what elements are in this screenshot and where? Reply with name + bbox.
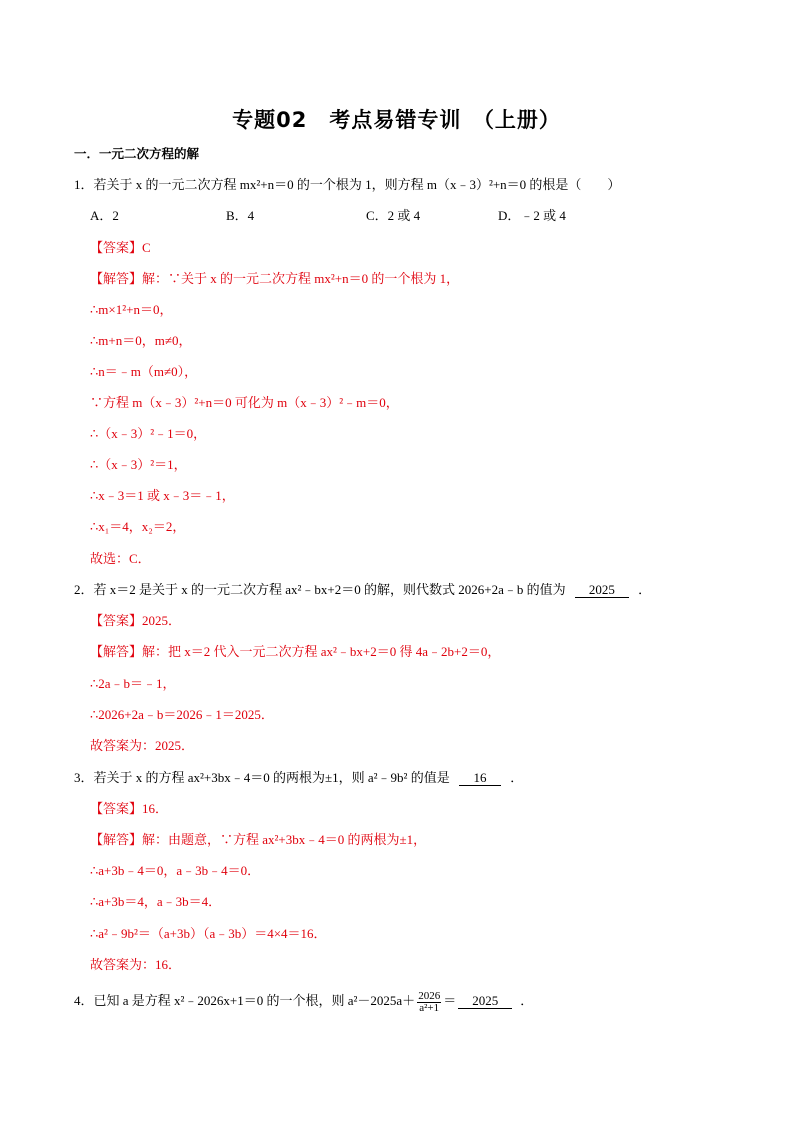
q2-answer-blank: 2025 <box>575 583 629 598</box>
q3-stem-row <box>74 770 523 786</box>
q3-solution-line: ∴a+3b＝4，a﹣3b＝4． <box>90 894 222 909</box>
q3-solution-line: 故答案为：16． <box>90 957 182 972</box>
q1-solution-line: ∴m+n＝0，m≠0， <box>90 333 192 348</box>
q2-stem: 2．若 x＝2 是关于 x 的一元二次方程 ax²﹣bx+2＝0 的解，则代数式 2026+2a﹣b 的值为 <box>74 582 566 597</box>
q4-stem: 4．已知 a 是方程 x²﹣2026x+1＝0 的一个根，则 a²－2025a＋ <box>74 993 416 1008</box>
q1-option-b: B．4 <box>226 208 255 223</box>
q2-answer: 【答案】2025． <box>90 613 182 628</box>
section-heading: 一．一元二次方程的解 <box>74 146 200 161</box>
q1-solution-line: ∴（x﹣3）²＝1， <box>90 457 187 472</box>
q3-end: ． <box>510 770 524 785</box>
q1-solution-line: 故选：C． <box>90 551 151 566</box>
q2-solution-line: ∴2a﹣b＝﹣1， <box>90 676 176 691</box>
q3-solution-line: ∴a²﹣9b²＝（a+3b）（a﹣3b）＝4×4＝16． <box>90 926 327 941</box>
q2-solution-line: 故答案为：2025． <box>90 738 195 753</box>
q3-stem: 3．若关于 x 的方程 ax²+3bx﹣4＝0 的两根为±1，则 a²﹣9b² 的值是 <box>74 770 450 785</box>
q1-solution-line: ∴n＝﹣m（m≠0）， <box>90 364 198 379</box>
q1-answer: 【答案】C <box>90 240 151 255</box>
q4-stem-row <box>74 988 533 1014</box>
q1-solution-line: ∴x₁＝4，x₂＝2， <box>90 519 186 534</box>
q3-solution-line: ∴a+3b﹣4＝0，a﹣3b﹣4＝0． <box>90 863 261 878</box>
q2-end: ． <box>638 582 652 597</box>
q4-fraction <box>417 991 441 1014</box>
q2-solution-line: ∴2026+2a﹣b＝2026﹣1＝2025． <box>90 707 274 722</box>
q1-option-a: A．2 <box>90 208 119 223</box>
q3-solution-line: 【解答】解：由题意，∵方程 ax²+3bx﹣4＝0 的两根为±1， <box>90 832 427 847</box>
q1-option-d: D．﹣2 或 4 <box>498 208 566 223</box>
q2-stem-row <box>74 582 651 598</box>
q2-solution-line: 【解答】解：把 x＝2 代入一元二次方程 ax²﹣bx+2＝0 得 4a﹣2b+2＝0， <box>90 644 501 659</box>
q4-end: ． <box>520 993 534 1008</box>
q3-answer: 【答案】16． <box>90 801 169 816</box>
q1-solution-line: ∴（x﹣3）²﹣1＝0， <box>90 426 207 441</box>
q4-answer-blank: 2025 <box>458 994 512 1009</box>
q4-equals: ＝ <box>443 993 457 1008</box>
q1-solution-line: ∴x﹣3＝1 或 x﹣3＝﹣1， <box>90 488 235 503</box>
q1-solution-line: ∵方程 m（x﹣3）²+n＝0 可化为 m（x﹣3）²﹣m＝0， <box>90 395 399 410</box>
page-title: 专题02 考点易错专训 （上册） <box>232 108 561 132</box>
q1-solution-line: ∴m×1²+n＝0， <box>90 302 173 317</box>
q1-solution-line: 【解答】解：∵关于 x 的一元二次方程 mx²+n＝0 的一个根为 1， <box>90 271 460 286</box>
q4-fraction-numerator: 2026 <box>418 989 441 1002</box>
q4-fraction-denominator: a²+1 <box>419 1001 440 1014</box>
q1-option-c: C．2 或 4 <box>366 208 421 223</box>
q3-answer-blank: 16 <box>459 771 501 786</box>
q1-stem: 1．若关于 x 的一元二次方程 mx²+n＝0 的一个根为 1，则方程 m（x﹣3）²+n＝0 的根是（ ） <box>74 177 621 192</box>
